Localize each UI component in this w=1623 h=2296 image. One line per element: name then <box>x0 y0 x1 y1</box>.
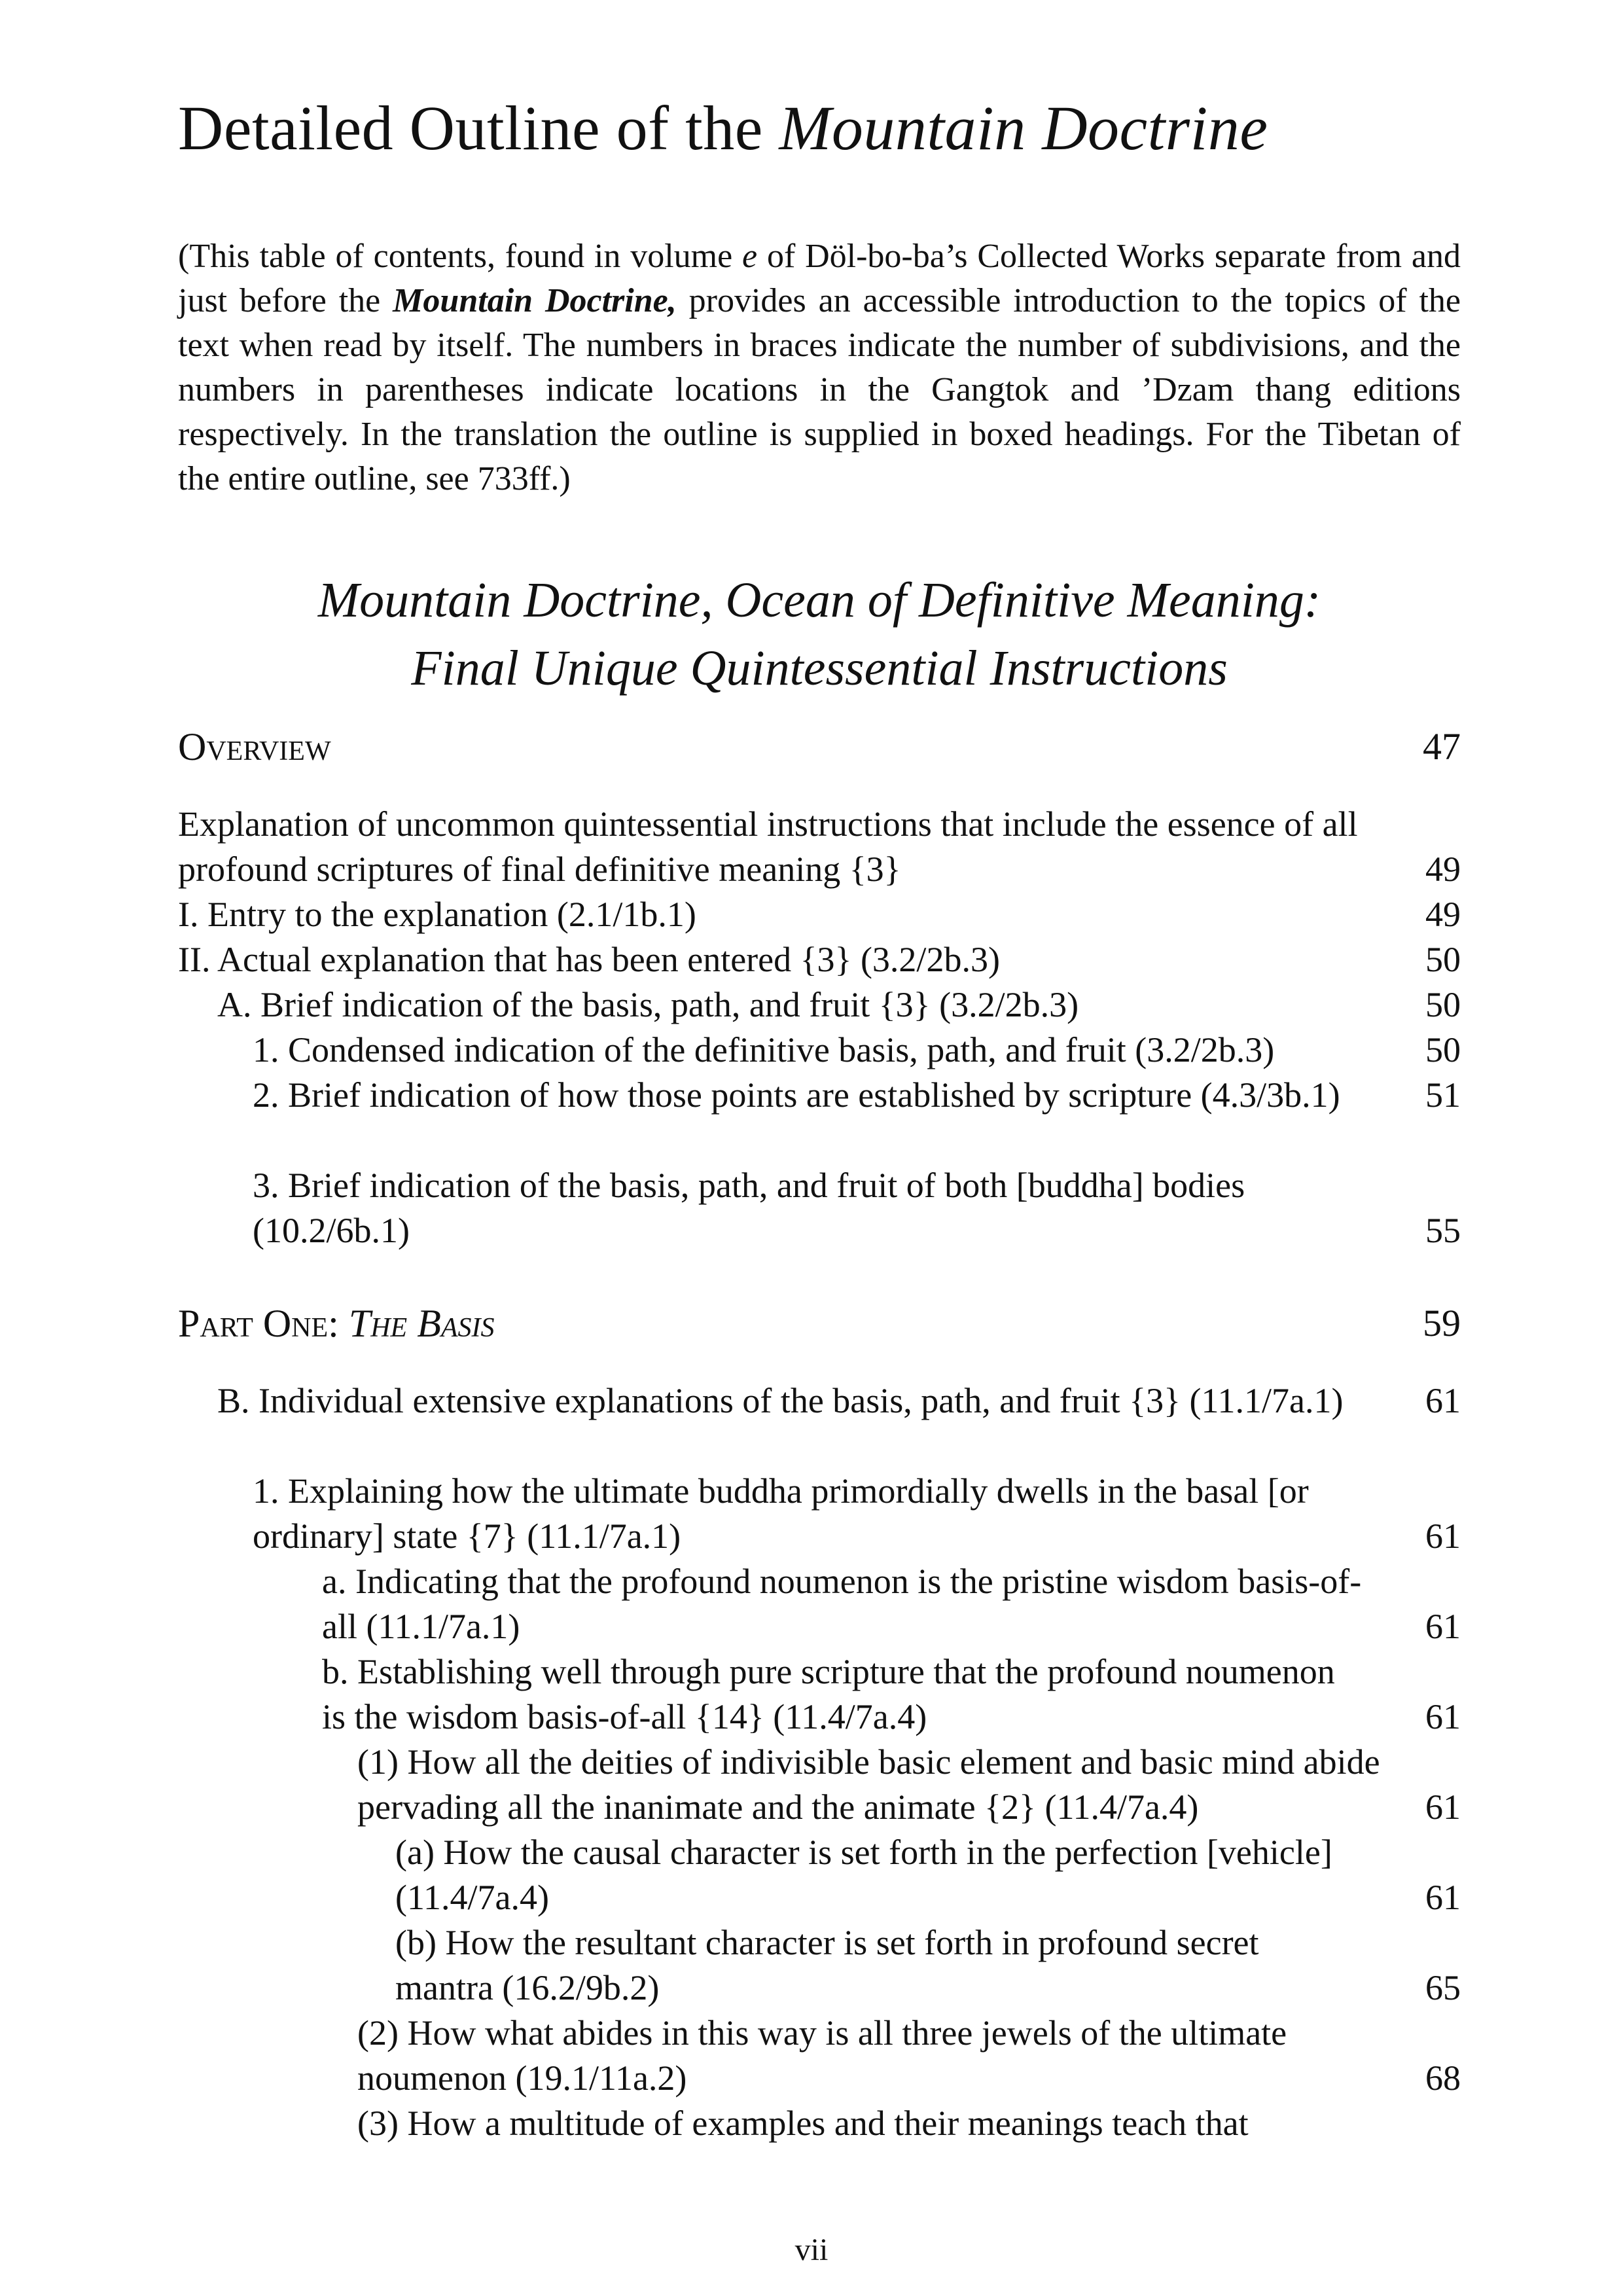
entry-text: (3) How a multitude of examples and their meanings teach that <box>357 2104 1249 2143</box>
page-number: 61 <box>1425 1697 1461 1736</box>
section-label: Part One: <box>178 1302 349 1345</box>
toc-entry <box>322 1559 1461 1649</box>
toc-entry <box>253 1469 1461 1559</box>
page-number: 61 <box>1425 1878 1461 1917</box>
entry-text: 1. Condensed indication of the definitive basis, path, and fruit (3.2/2b.3) <box>253 1030 1275 1069</box>
intro-paragraph <box>178 234 1461 501</box>
page-number: 49 <box>1425 850 1461 889</box>
intro-text-3: provides an accessible introduction to the topics of the text when read by itself. The numbers in braces indicate the number of subdivisions, and the numbers in parentheses indicate locations in the Gangtok and ’Dzam thang editions respectively. In the translation the outline is supplied in boxed headings. For the Tibetan of the entire outline, see 733ff.) <box>178 282 1461 497</box>
page-number: 61 <box>1425 1787 1461 1827</box>
toc-entry <box>178 937 1461 982</box>
entry-text: A. Brief indication of the basis, path, and fruit {3} (3.2/2b.3) <box>217 985 1079 1024</box>
intro-work-title: Mountain Doctrine, <box>393 282 677 319</box>
section-overview <box>178 724 1461 770</box>
entry-text: a. Indicating that the profound noumenon is the pristine wisdom basis-of-all (11.1/7a.1) <box>322 1562 1362 1646</box>
toc-entry <box>178 892 1461 937</box>
entry-text: 2. Brief indication of how those points are established by scripture (4.3/3b.1) <box>253 1075 1340 1115</box>
work-title <box>178 566 1461 702</box>
work-title-line-1: Mountain Doctrine, Ocean of Definitive Meaning: <box>317 573 1321 628</box>
title-italic: Mountain Doctrine <box>779 93 1268 163</box>
intro-volume: e <box>742 238 758 275</box>
toc-entry <box>395 1830 1461 1920</box>
section-part-one <box>178 1300 1461 1346</box>
page-number: 68 <box>1425 2058 1461 2098</box>
page-number: 59 <box>1423 1302 1461 1344</box>
section-label: Overview <box>178 725 331 768</box>
toc-entry <box>357 2101 1461 2146</box>
entry-text: (1) How all the deities of indivisible basic element and basic mind abide pervading all the inanimate and the animate {2} (11.4/7a.4) <box>357 1742 1380 1827</box>
toc-entry <box>357 1740 1461 1830</box>
page-number: 51 <box>1425 1075 1461 1115</box>
page-number: 65 <box>1425 1968 1461 2007</box>
entry-text: 3. Brief indication of the basis, path, and fruit of both [buddha] bodies (10.2/6b.1) <box>253 1166 1245 1250</box>
toc-entry <box>322 1649 1461 1740</box>
entry-text: (a) How the causal character is set forth in the perfection [vehicle] (11.4/7a.4) <box>395 1833 1332 1917</box>
entry-text: (2) How what abides in this way is all three jewels of the ultimate noumenon (19.1/11a.2) <box>357 2013 1287 2098</box>
entry-text: (b) How the resultant character is set forth in profound secret mantra (16.2/9b.2) <box>395 1923 1259 2007</box>
entry-text: b. Establishing well through pure scripture that the profound noumenon is the wisdom basis-of-all {14} (11.4/7a.4) <box>322 1652 1335 1736</box>
toc-entry <box>178 802 1461 892</box>
page-number: 61 <box>1425 1607 1461 1646</box>
page-number: 61 <box>1425 1381 1461 1420</box>
intro-text-1: (This table of contents, found in volume <box>178 238 743 275</box>
page-number: 61 <box>1425 1516 1461 1556</box>
entry-text: II. Actual explanation that has been entered {3} (3.2/2b.3) <box>178 940 1000 979</box>
work-title-line-2: Final Unique Quintessential Instructions <box>411 641 1228 696</box>
toc-entry <box>357 2011 1461 2101</box>
intro-text-2: of Döl-bo-ba’s Collected Works separate from and just before the <box>178 238 1461 319</box>
toc-entry <box>253 1073 1461 1118</box>
toc-entry <box>395 1920 1461 2011</box>
toc-entry <box>253 1028 1461 1073</box>
entry-text: 1. Explaining how the ultimate buddha primordially dwells in the basal [or ordinary] state {7} (11.1/7a.1) <box>253 1471 1309 1556</box>
page-number: 49 <box>1425 895 1461 934</box>
toc-entry <box>253 1163 1461 1253</box>
page-title <box>178 92 1268 164</box>
toc-entry <box>217 1378 1461 1424</box>
page-number: 50 <box>1425 940 1461 979</box>
title-prefix: Detailed Outline of the <box>178 93 763 163</box>
entry-text: B. Individual extensive explanations of the basis, path, and fruit {3} (11.1/7a.1) <box>217 1381 1344 1420</box>
page-number: 55 <box>1425 1211 1461 1250</box>
page-number: 50 <box>1425 985 1461 1024</box>
page-number: 47 <box>1423 725 1461 768</box>
entry-text: I. Entry to the explanation (2.1/1b.1) <box>178 895 696 934</box>
entry-text: Explanation of uncommon quintessential instructions that include the essence of all profound scriptures of final definitive meaning {3} <box>178 804 1358 889</box>
toc-entry <box>217 982 1461 1028</box>
page-number: 50 <box>1425 1030 1461 1069</box>
section-label-italic: The Basis <box>348 1302 495 1345</box>
folio-page-number: vii <box>794 2233 829 2267</box>
